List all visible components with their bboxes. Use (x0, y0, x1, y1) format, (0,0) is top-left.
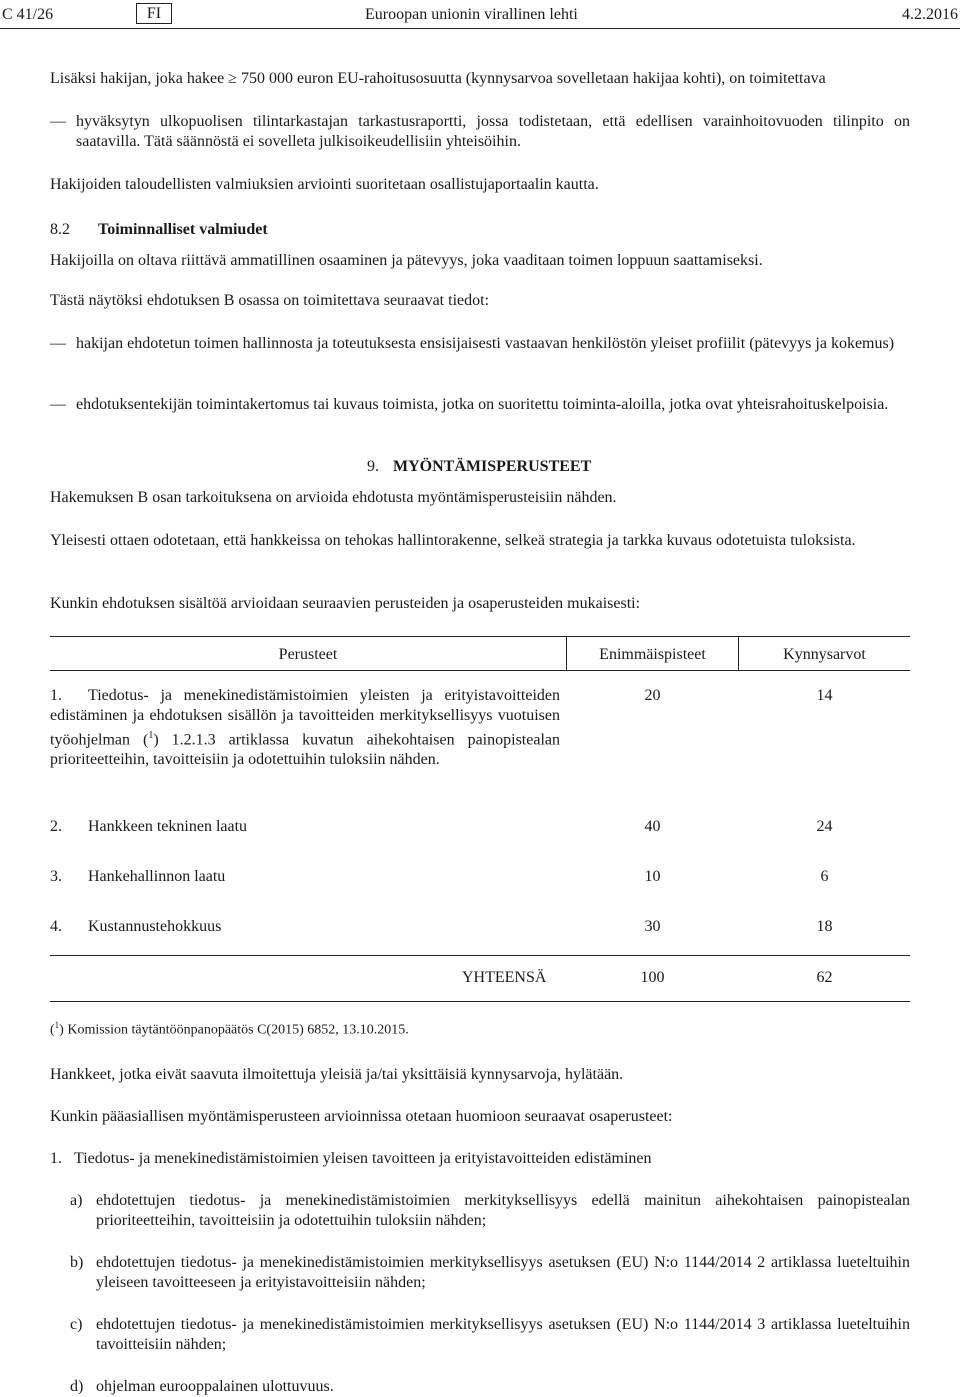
table-rule (50, 636, 910, 637)
body-paragraph: Hankkeet, jotka eivät saavuta ilmoitettuja yleisiä ja/tai yksittäisiä kynnysarvoja, hylätään. (50, 1066, 624, 1083)
table-header: Perusteet (278, 646, 338, 663)
dash-marker: — (50, 113, 66, 130)
sub-text: ehdotettujen tiedotus- ja menekinedistämistoimien merkityksellisyys asetuksen (EU) N:o 1144/2014 3 artiklassa lueteltuihin tavoitteisiin nähden; (96, 1316, 910, 1353)
footnote-ref[interactable]: 1 (148, 730, 154, 741)
sub-letter: a) (70, 1192, 83, 1209)
criterion-text-1: Tiedotus- ja menekinedistämistoimien yleisten ja erityistavoitteiden edistäminen ja ehdotuksen sisällön ja tavoitteiden merkityksellisyys vuotuisen työohjelman ( (50, 687, 560, 749)
requirement-bullet (50, 395, 910, 415)
sub-text: ehdotettujen tiedotus- ja menekinedistämistoimien merkityksellisyys edellä mainitun aihekohtaisen painopistealan prioriteetteihin, tavoitteisiin ja odotettuihin tuloksiin nähden; (96, 1192, 910, 1229)
list-number: 1. (50, 1150, 62, 1167)
intro-bullet-text: hyväksytyn ulkopuolisen tilintarkastajan tarkastusraportti, jossa todistetaan, että edellisen varainhoitovuoden tilinpito on saatavilla. Tätä säännöstä ei sovelleta julkisoikeudellisiin yhteisöihin. (76, 113, 910, 150)
footnote-paren: ) (59, 1022, 64, 1038)
total-threshold: 62 (816, 969, 833, 986)
section-paragraph: Hakijoilla on oltava riittävä ammatillinen osaaminen ja pätevyys, joka vaaditaan toimen loppuun saattamiseksi. (50, 252, 763, 269)
dash-marker: — (50, 396, 66, 413)
total-max-points: 100 (640, 969, 665, 986)
row-number: 2. (50, 818, 62, 835)
sub-letter: c) (70, 1316, 83, 1333)
intro-bullet (50, 112, 910, 152)
intro-paragraph: Lisäksi hakijan, joka hakee ≥ 750 000 euron EU-rahoitusosuutta (kynnysarvoa sovelletaan hakijaa kohti), on toimitettava (50, 70, 826, 87)
row-threshold: 6 (820, 868, 829, 885)
section-paragraph: Tästä näytöksi ehdotuksen B osassa on toimitettava seuraavat tiedot: (50, 292, 490, 309)
footnote-mark: 1 (54, 1020, 60, 1030)
section-title: MYÖNTÄMISPERUSTEET (393, 458, 592, 475)
total-label: YHTEENSÄ (462, 969, 547, 986)
publication-date: 4.2.2016 (902, 6, 958, 23)
table-rule (50, 955, 910, 956)
requirement-bullet (50, 334, 910, 354)
section-number: 8.2 (50, 221, 70, 238)
page-reference: C 41/26 (2, 6, 54, 23)
language-code-box: FI (136, 3, 172, 24)
sub-letter: b) (70, 1254, 84, 1271)
table-rule (50, 670, 910, 671)
row-criterion (50, 686, 560, 770)
row-number: 3. (50, 868, 62, 885)
row-threshold: 18 (816, 918, 833, 935)
section-paragraph: Hakemuksen B osan tarkoituksena on arvioida ehdotusta myöntämisperusteisiin nähden. (50, 489, 617, 506)
row-criterion: Hankehallinnon laatu (88, 868, 226, 885)
footnote-paren: ( (50, 1022, 55, 1038)
requirement-text: hakijan ehdotetun toimen hallinnosta ja toteutuksesta ensisijaisesti vastaavan henkilöstön yleiset profiilit (pätevyys ja kokemus) (76, 335, 895, 352)
row-number: 4. (50, 918, 62, 935)
row-criterion: Kustannustehokkuus (88, 918, 222, 935)
sub-text: ohjelman eurooppalainen ulottuvuus. (96, 1378, 334, 1395)
table-header: Kynnysarvot (783, 646, 866, 663)
criterion-text-2: ) 1.2.1.3 artiklassa kuvatun aihekohtaisen painopistealan prioriteetteihin, tavoitteisiin ja odotettuihin tuloksiin nähden. (50, 731, 560, 769)
sub-letter: d) (70, 1378, 84, 1395)
section-paragraph: Yleisesti ottaen odotetaan, että hankkeissa on tehokas hallintorakenne, selkeä strategia ja tarkka kuvaus odotetuista tuloksista. (50, 532, 856, 549)
section-paragraph: Kunkin ehdotuksen sisältöä arvioidaan seuraavien perusteiden ja osaperusteiden mukaisesti: (50, 595, 641, 612)
section-number: 9. (367, 458, 379, 475)
row-criterion: Hankkeen tekninen laatu (88, 818, 248, 835)
table-header: Enimmäispisteet (599, 646, 706, 663)
footnote (50, 1015, 409, 1041)
dash-marker: — (50, 335, 66, 352)
row-number: 1. (50, 687, 62, 704)
row-max-points: 40 (644, 818, 661, 835)
row-threshold: 24 (816, 818, 833, 835)
row-max-points: 30 (644, 918, 661, 935)
body-paragraph: Kunkin pääasiallisen myöntämisperusteen arvioinnissa otetaan huomioon seuraavat osaperusteet: (50, 1108, 673, 1125)
sub-text: ehdotettujen tiedotus- ja menekinedistämistoimien merkityksellisyys asetuksen (EU) N:o 1144/2014 2 artiklassa lueteltuihin yleiseen tavoitteeseen ja erityistavoitteisiin nähden; (96, 1254, 910, 1291)
row-max-points: 20 (644, 687, 661, 704)
row-threshold: 14 (816, 687, 833, 704)
journal-title: Euroopan unionin virallinen lehti (365, 6, 578, 23)
list-title: Tiedotus- ja menekinedistämistoimien yleisen tavoitteen ja erityistavoitteiden edistäminen (74, 1150, 652, 1167)
row-max-points: 10 (644, 868, 661, 885)
section-title: Toiminnalliset valmiudet (98, 221, 268, 238)
header-rule (0, 28, 960, 29)
table-rule (50, 1001, 910, 1002)
footnote-text: Komission täytäntöönpanopäätös C(2015) 6852, 13.10.2015. (67, 1022, 409, 1038)
requirement-text: ehdotuksentekijän toimintakertomus tai kuvaus toimista, jotka on suoritettu toiminta-aloilla, jotka ovat yhteisrahoituskelpoisia. (76, 396, 889, 413)
assessment-paragraph: Hakijoiden taloudellisten valmiuksien arviointi suoritetaan osallistujaportaalin kautta. (50, 176, 599, 193)
